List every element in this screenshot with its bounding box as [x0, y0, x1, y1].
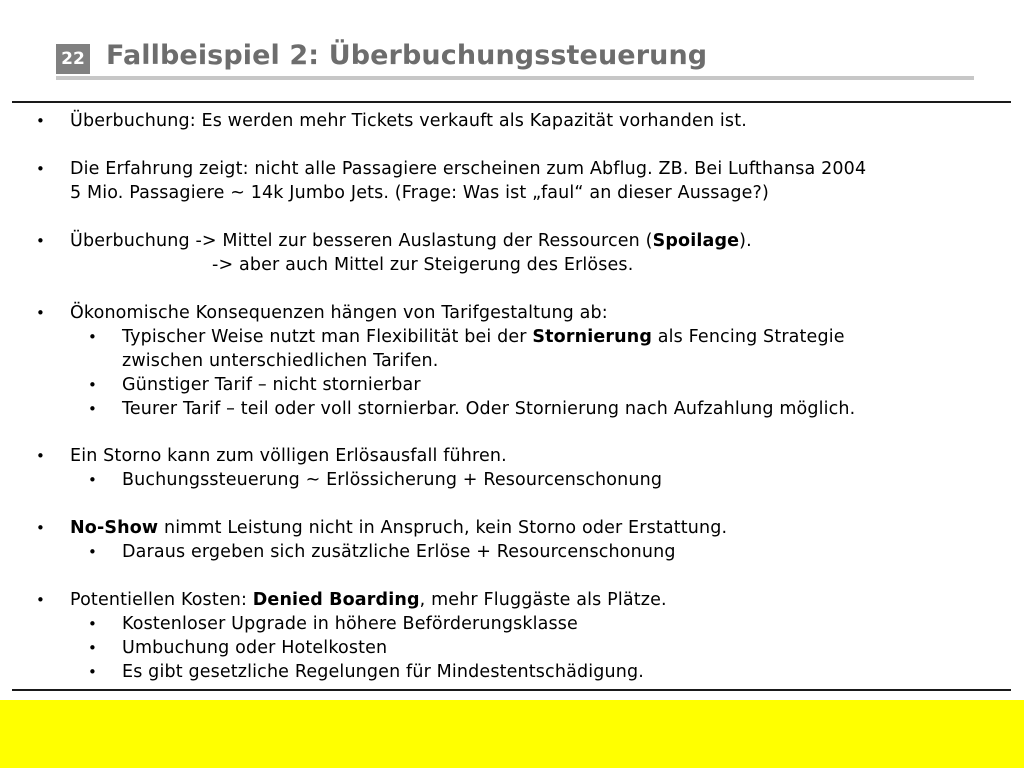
page-title: Fallbeispiel 2: Überbuchungssteuerung	[106, 40, 708, 71]
term-denied-boarding: Denied Boarding	[252, 590, 420, 610]
sub-bullet-icon: •	[88, 639, 97, 657]
bullet-icon: •	[36, 447, 45, 465]
bullet-text	[70, 229, 752, 253]
sub-bullet-icon: •	[88, 471, 97, 489]
term-stornierung: Stornierung	[532, 327, 653, 347]
text-segment: , mehr Fluggäste als Plätze.	[419, 590, 667, 610]
bullet-icon: •	[36, 160, 45, 178]
bullet-text: Ein Storno kann zum völligen Erlösausfall führen.	[70, 446, 507, 466]
footer-bar	[0, 700, 1024, 768]
sub-bullet-text: Teurer Tarif – teil oder voll stornierbar. Oder Stornierung nach Aufzahlung möglich.	[122, 399, 856, 419]
sub-bullet-text: Es gibt gesetzliche Regelungen für Mindestentschädigung.	[122, 662, 644, 682]
term-no-show: No-Show	[70, 518, 159, 538]
bullet-text-continuation: 5 Mio. Passagiere ~ 14k Jumbo Jets. (Frage: Was ist „faul“ an dieser Aussage?)	[70, 183, 769, 203]
text-segment: Überbuchung -> Mittel zur besseren Auslastung der Ressourcen (	[70, 231, 653, 251]
bullet-icon: •	[36, 112, 45, 130]
bullet-text-continuation: -> aber auch Mittel zur Steigerung des Erlöses.	[212, 255, 634, 275]
sub-bullet-text: Umbuchung oder Hotelkosten	[122, 638, 388, 658]
sub-bullet-icon: •	[88, 376, 97, 394]
sub-bullet-text: Daraus ergeben sich zusätzliche Erlöse + Resourcenschonung	[122, 542, 676, 562]
text-segment: Potentiellen Kosten:	[70, 590, 253, 610]
sub-bullet-text: Buchungssteuerung ~ Erlössicherung + Resourcenschonung	[122, 470, 663, 490]
text-segment: ).	[739, 231, 752, 251]
sub-bullet-icon: •	[88, 328, 97, 346]
sub-bullet-text	[122, 325, 845, 349]
content-bottom-divider	[12, 689, 1011, 691]
text-segment: nimmt Leistung nicht in Anspruch, kein Storno oder Erstattung.	[158, 518, 728, 538]
sub-bullet-icon: •	[88, 543, 97, 561]
bullet-text	[70, 588, 667, 612]
bullet-text: Überbuchung: Es werden mehr Tickets verkauft als Kapazität vorhanden ist.	[70, 111, 747, 131]
sub-bullet-text: Kostenloser Upgrade in höhere Beförderungsklasse	[122, 614, 578, 634]
sub-bullet-text: Günstiger Tarif – nicht stornierbar	[122, 375, 421, 395]
bullet-icon: •	[36, 519, 45, 537]
bullet-icon: •	[36, 304, 45, 322]
sub-bullet-icon: •	[88, 400, 97, 418]
sub-bullet-icon: •	[88, 615, 97, 633]
sub-bullet-icon: •	[88, 663, 97, 681]
bullet-text: Die Erfahrung zeigt: nicht alle Passagiere erscheinen zum Abflug. ZB. Bei Lufthansa 2004	[70, 159, 867, 179]
slide-number-badge: 22	[56, 44, 90, 74]
sub-bullet-text-continuation: zwischen unterschiedlichen Tarifen.	[122, 351, 439, 371]
bullet-text	[70, 516, 727, 540]
term-spoilage: Spoilage	[652, 231, 740, 251]
text-segment: Typischer Weise nutzt man Flexibilität bei der	[122, 327, 533, 347]
bullet-text: Ökonomische Konsequenzen hängen von Tarifgestaltung ab:	[70, 303, 608, 323]
bullet-icon: •	[36, 591, 45, 609]
bullet-icon: •	[36, 232, 45, 250]
text-segment: als Fencing Strategie	[652, 327, 845, 347]
